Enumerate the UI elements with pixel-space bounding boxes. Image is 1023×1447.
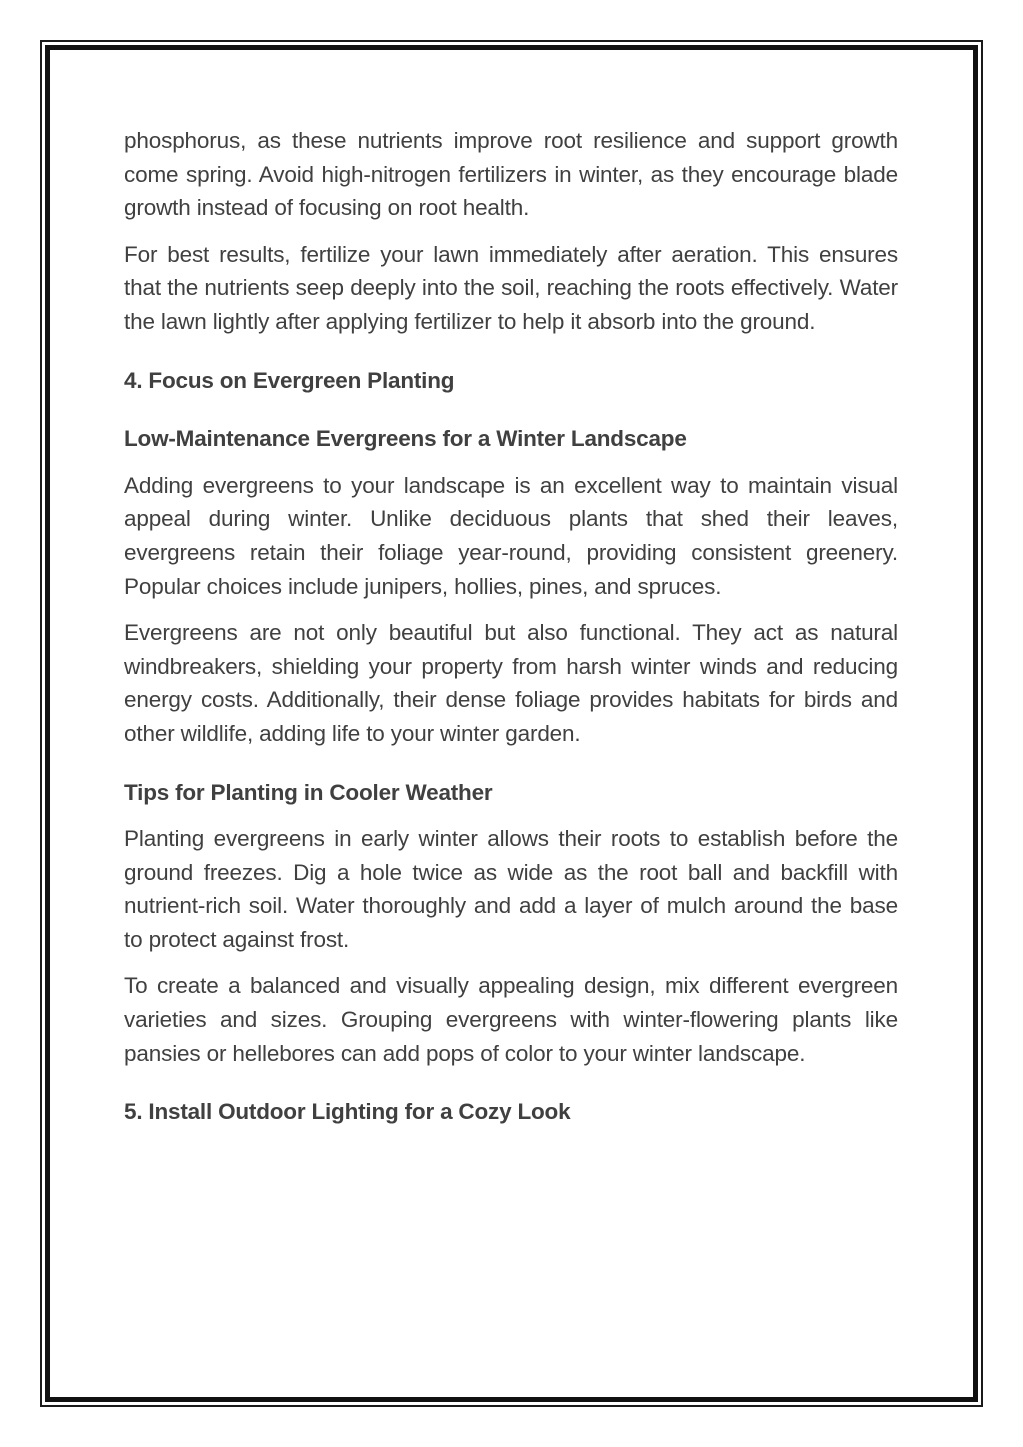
subheading-low-maintenance-evergreens: Low-Maintenance Evergreens for a Winter Landscape	[124, 426, 687, 452]
section-heading-evergreen-planting: 4. Focus on Evergreen Planting	[124, 367, 455, 393]
document-body	[124, 124, 898, 1129]
paragraph-planting-early-winter: Planting evergreens in early winter allows their roots to establish before the ground freezes. Dig a hole twice as wide as the root ball and backfill with nutrient-rich soil. Water thoroughly and add a layer of mulch around the base to protect against frost.	[124, 826, 898, 952]
section-heading-outdoor-lighting: 5. Install Outdoor Lighting for a Cozy Look	[124, 1099, 571, 1125]
paragraph-fertilizer-nutrients: phosphorus, as these nutrients improve root resilience and support growth come spring. Avoid high-nitrogen fertilizers in winter, as they encourage blade growth instead of focusing on root health.	[124, 128, 898, 221]
paragraph-adding-evergreens: Adding evergreens to your landscape is an excellent way to maintain visual appeal during winter. Unlike deciduous plants that shed their leaves, evergreens retain their foliage year-round, providing consistent greenery. Popular choices include junipers, hollies, pines, and spruces.	[124, 472, 898, 599]
subheading-planting-tips: Tips for Planting in Cooler Weather	[124, 779, 493, 805]
paragraph-balanced-design: To create a balanced and visually appealing design, mix different evergreen varieties and sizes. Grouping evergreens with winter-flowering plants like pansies or hellebores can add pops of color to your winter landscape.	[124, 973, 898, 1066]
paragraph-fertilize-after-aeration: For best results, fertilize your lawn immediately after aeration. This ensures that the nutrients seep deeply into the soil, reaching the roots effectively. Water the lawn lightly after applying fertilizer to help it absorb into the ground.	[124, 241, 898, 334]
paragraph-evergreens-functional: Evergreens are not only beautiful but also functional. They act as natural windbreakers, shielding your property from harsh winter winds and reducing energy costs. Additionally, their dense foliage provides habitats for birds and other wildlife, adding life to your winter garden.	[124, 620, 898, 746]
